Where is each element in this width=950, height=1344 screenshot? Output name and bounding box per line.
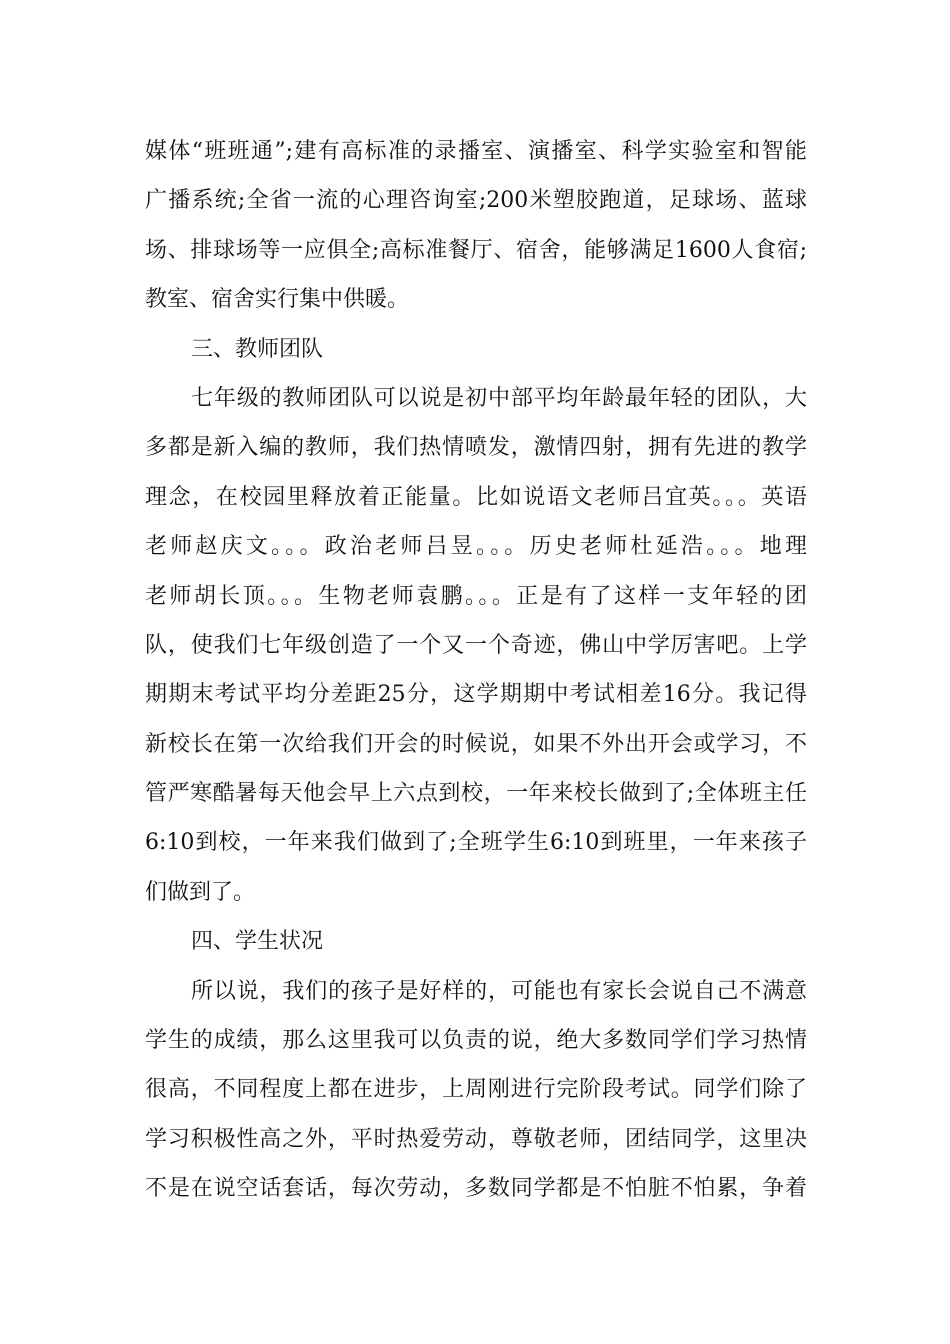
text-line: 所以说，我们的孩子是好样的，可能也有家长会说自己不满意 <box>191 978 807 1004</box>
document-body <box>145 127 807 1214</box>
text-line: 学生的成绩，那么这里我可以负责的说，绝大多数同学们学习热情 <box>145 1028 807 1054</box>
text-line: 很高，不同程度上都在进步，上周刚进行完阶段考试。同学们除了 <box>145 1077 807 1103</box>
text-line: 们做到了。 <box>145 879 256 905</box>
text-line: 场、排球场等一应俱全;高标准餐厅、宿舍，能够满足1600人食宿; <box>145 237 807 263</box>
text-line: 管严寒酷暑每天他会早上六点到校，一年来校长做到了;全体班主任 <box>145 781 807 807</box>
section-heading-teachers: 三、教师团队 <box>191 336 324 362</box>
text-line: 6:10到校，一年来我们做到了;全班学生6:10到班里，一年来孩子 <box>145 830 807 856</box>
text-line: 广播系统;全省一流的心理咨询室;200米塑胶跑道，足球场、蓝球 <box>145 188 807 214</box>
text-line: 老师胡长顶。。。生物老师袁鹏。。。正是有了这样一支年轻的团 <box>145 583 807 609</box>
text-line: 新校长在第一次给我们开会的时候说，如果不外出开会或学习，不 <box>145 731 807 757</box>
text-line: 学习积极性高之外，平时热爱劳动，尊敬老师，团结同学，这里决 <box>145 1126 807 1152</box>
text-line: 多都是新入编的教师，我们热情喷发，激情四射，拥有先进的教学 <box>145 435 807 461</box>
text-line: 不是在说空话套话，每次劳动，多数同学都是不怕脏不怕累，争着 <box>145 1176 807 1202</box>
text-line: 老师赵庆文。。。政治老师吕昱。。。历史老师杜延浩。。。地理 <box>145 534 807 560</box>
text-line: 队，使我们七年级创造了一个又一个奇迹，佛山中学厉害吧。上学 <box>145 632 807 658</box>
section-heading-students: 四、学生状况 <box>191 929 324 955</box>
text-line: 理念，在校园里释放着正能量。比如说语文老师吕宜英。。。英语 <box>145 484 807 510</box>
text-line: 媒体“班班通”;建有高标准的录播室、演播室、科学实验室和智能 <box>145 139 807 164</box>
text-line: 教室、宿舍实行集中供暖。 <box>145 287 410 313</box>
text-line: 期期末考试平均分差距25分，这学期期中考试相差16分。我记得 <box>145 682 807 708</box>
text-line: 七年级的教师团队可以说是初中部平均年龄最年轻的团队，大 <box>191 385 807 411</box>
